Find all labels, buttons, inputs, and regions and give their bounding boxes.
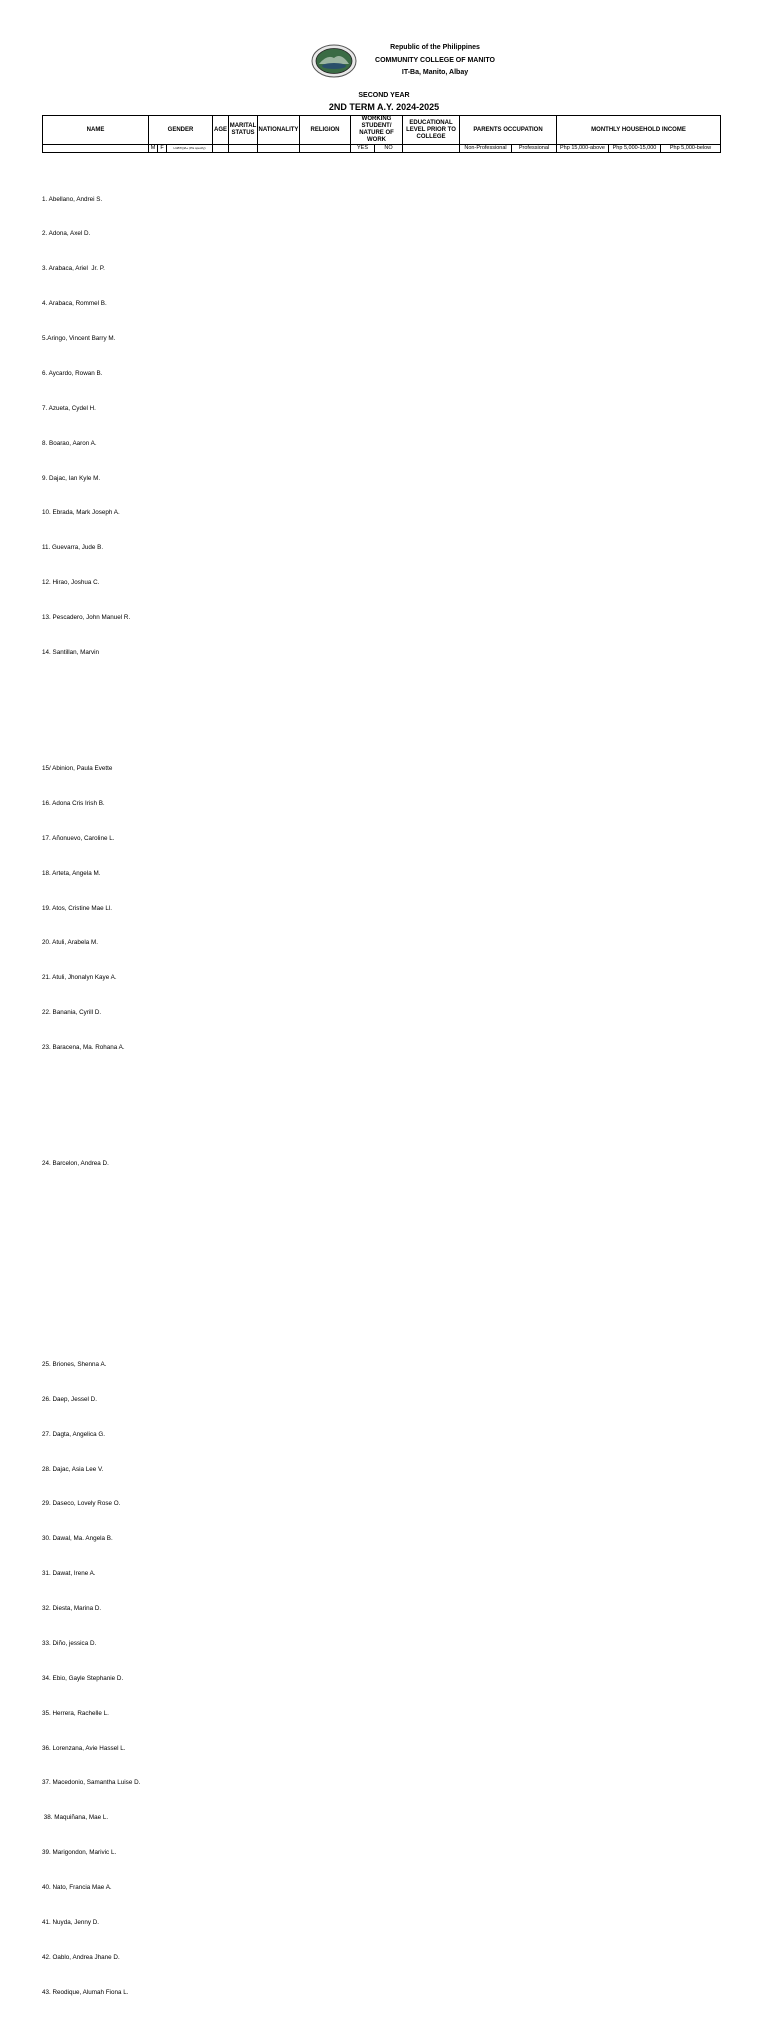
student-row: 5.Aringo, Vincent Barry M. [42,335,116,342]
student-row: 17. Añonuevo, Caroline L. [42,834,115,842]
lgbtqia-cell: LGBTQIA+ (Pls specify) [167,145,213,153]
nationality-header: NATIONALITY [258,116,300,145]
student-row: 2. Adona, Axel D. [42,230,91,238]
student-row: 14. Santillan, Marvin [42,648,100,656]
student-row: 10. Ebrada, Mark Joseph A. [42,509,120,517]
working-header: WORKING STUDENT/ NATURE OF WORK [351,116,403,145]
income-mid-cell: Php 5,000-15,000 [609,145,661,153]
student-list-group-1 [42,170,342,682]
student-row: 6. Aycardo, Rowan B. [42,369,103,377]
student-row: 23. Baracena, Ma. Rohana A. [42,1044,125,1052]
student-row: 18. Arteta, Angela M. [42,869,101,877]
student-row: 8. Boarao, Aaron A. [42,439,97,447]
student-roster [42,147,342,2033]
student-row: 42. Oablo, Andrea Jhane D. [42,1953,120,1961]
female-cell: F [158,145,167,153]
year-level: SECOND YEAR [358,92,410,99]
student-list-group-3 [42,1135,342,1193]
religion-header: RELIGION [300,116,351,145]
student-row: 4. Arabaca, Rommel B. [42,300,107,308]
student-row: 38. Maquiñana, Mae L. [42,1814,109,1822]
student-row: 35. Herrera, Rachelle L. [42,1709,109,1717]
educ-header: EDUCATIONAL LEVEL PRIOR TO COLLEGE [403,116,460,145]
student-row: 29. Daseco, Lovely Rose O. [42,1500,121,1508]
student-row: 36. Lorenzana, Avie Hassel L. [42,1744,126,1752]
student-row: 3. Arabaca, Ariel Jr. P. [42,265,105,273]
row-spacer [42,705,342,717]
row-spacer [42,1100,342,1112]
yes-cell: YES [351,145,375,153]
student-row: 7. Azueta, Cydel H. [42,404,96,412]
student-row: 24. Barcelon, Andrea D. [42,1160,109,1168]
student-list-group-2 [42,740,342,1077]
student-row: 21. Atuli, Jhonalyn Kaye A. [42,974,117,982]
student-row: 32. Diesta, Marina D. [42,1605,102,1613]
student-row: 1. Abellano, Andrei S. [42,195,103,203]
student-row: 37. Macedonio, Samantha Luise D. [42,1779,141,1787]
income-high-cell: Php 15,000-above [557,145,609,153]
blank-region [42,1216,342,1312]
student-row: 11. Guevarra, Jude B. [42,544,104,552]
student-row: 22. Banania, Cyrill D. [42,1009,102,1017]
college-address: IT-Ba, Manito, Albay [401,69,469,76]
student-row: 28. Dajac, Asia Lee V. [42,1465,104,1473]
student-row: 41. Nuyda, Jenny D. [42,1918,100,1926]
student-row: 25. Briones, Shenna A. [42,1360,107,1368]
student-row: 26. Daep, Jessel D. [42,1395,97,1403]
educ-sub-cell [403,145,460,153]
gender-header: GENDER [149,116,213,145]
male-cell: M [149,145,158,153]
student-row: 13. Pescadero, John Manuel R. [42,614,131,621]
parents-header: PARENTS OCCUPATION [460,116,557,145]
term-title: 2ND TERM A.Y. 2024-2025 [328,102,440,112]
age-header: AGE [213,116,229,145]
marital-header: MARITAL STATUS [229,116,258,145]
student-row: 30. Dawal, Ma. Angela B. [42,1535,113,1543]
income-header: MONTHLY HOUSEHOLD INCOME [557,116,721,145]
student-row: 39. Marigondon, Marivic L. [42,1849,117,1857]
student-row: 12. Hirao, Joshua C. [42,579,100,587]
student-row: 34. Ebio, Gayle Stephanie D. [42,1674,124,1682]
income-low-cell: Php 5,000-below [661,145,721,153]
prof-cell: Professional [512,145,557,153]
student-row: 9. Dajac, Ian Kyle M. [42,474,101,482]
college-name: COMMUNITY COLLEGE OF MANITO [375,57,495,64]
student-row: 16. Adona Cris Irish B. [42,799,105,807]
student-row: 27. Dagta, Angelica G. [42,1430,106,1438]
no-cell: NO [375,145,403,153]
nonprof-cell: Non-Professional [460,145,512,153]
name-header: NAME [43,116,149,145]
school-logo [311,44,357,78]
student-row: 33. Diño, jessica D. [42,1639,97,1647]
student-row: 40. Nato, Francia Mae A. [42,1884,112,1892]
country-line: Republic of the Philippines [390,44,480,51]
student-row: 19. Atos, Cristine Mae Ll. [42,904,112,912]
student-row: 15/ Abinion, Paula Evette [42,765,113,773]
student-row: 20. Atuli, Arabela M. [42,939,99,947]
student-row: 31. Dawat, Irene A. [42,1570,96,1578]
student-row: 43. Reodique, Alumah Fiona L. [42,1988,129,1996]
student-list-group-4 [42,1336,342,2022]
